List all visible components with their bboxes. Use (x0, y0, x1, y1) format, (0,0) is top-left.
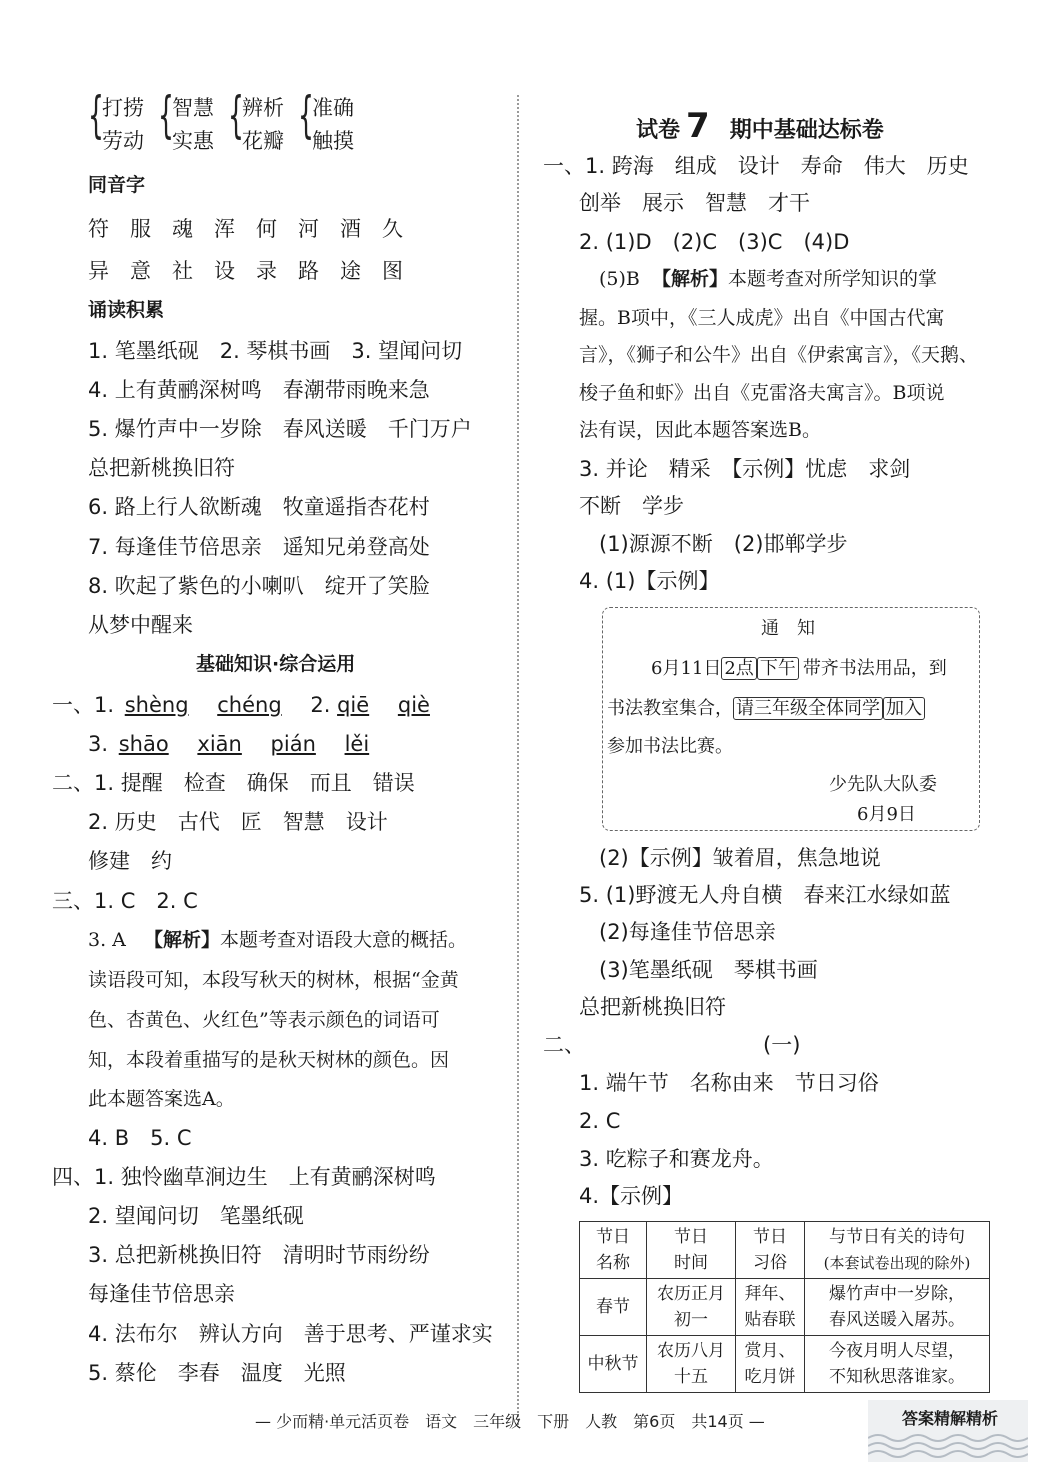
word-pair-2: { 智慧 实惠 (158, 92, 214, 158)
analysis-line: 读语段可知，本段写秋天的树林，根据“金黄 (88, 969, 459, 991)
s1-q5-line: (3)笔墨纸砚 琴棋书画 (599, 958, 818, 982)
table-row (580, 1336, 990, 1393)
item-number: 1. (94, 693, 115, 717)
answer-text: 1. 跨海 组成 设计 寿命 伟大 历史 (585, 154, 969, 178)
s2-line: 4.【示例】 (579, 1184, 684, 1208)
table-cell (736, 1336, 805, 1393)
table-cell: 中秋节 (580, 1336, 647, 1393)
answer-text: 1. 提醒 检查 确保 而且 错误 (94, 771, 415, 795)
answer-text: (5)B (599, 268, 640, 290)
notice-line-3: 参加书法比赛。 (607, 736, 733, 757)
cell-text: 吃月饼 (744, 1367, 796, 1387)
header-text: 习俗 (753, 1253, 787, 1273)
s1-q4-2: (2)【示例】皱着眉，焦急地说 (599, 846, 881, 870)
table-header (805, 1222, 990, 1279)
recite-line: 5. 爆竹声中一岁除 春风送暖 千门万户 (88, 417, 472, 441)
correction-mark: 加入 (883, 697, 925, 720)
word: 触摸 (312, 129, 354, 153)
q4-line: 4. 法布尔 辨认方向 善于思考、严谨求实 (88, 1322, 493, 1346)
s1-number: 一、 (543, 154, 585, 178)
header-text: 节日 (596, 1227, 630, 1247)
notice-signature: 少先队大队委 (829, 774, 937, 795)
recite-line: 从梦中醒来 (88, 613, 193, 637)
cell-text: 农历正月 (657, 1284, 725, 1304)
s1-q4: 4. (1)【示例】 (579, 569, 720, 593)
pinyin-answer: lěi (344, 732, 370, 756)
q3-number: 三、 (52, 889, 94, 913)
cell-text: 十五 (674, 1367, 708, 1387)
correction-mark: 下午 (757, 657, 799, 680)
notice-text: 6月11日 (651, 658, 722, 679)
q1-line-1 (52, 695, 430, 716)
header-text: 时间 (674, 1253, 708, 1273)
s1-q3: 3. 并论 精采 【示例】忧虑 求剑 (579, 457, 911, 481)
q4-line: 2. 望闻问切 笔墨纸砚 (88, 1204, 304, 1228)
cell-text: 不知秋思落谁家。 (829, 1367, 965, 1387)
q4-line: 5. 蔡伦 李春 温度 光照 (88, 1361, 346, 1385)
cell-text: 今夜月明人尽望， (829, 1341, 965, 1361)
homophone-row-2: 异 意 社 设 录 路 途 图 (88, 259, 403, 283)
paper-title (636, 106, 884, 146)
cell-text: 拜年、 (744, 1284, 796, 1304)
pinyin-answer: qiè (397, 693, 430, 717)
notice-text: 带齐书法用品，到 (802, 658, 947, 679)
s2-line: 2. C (579, 1109, 621, 1133)
q1-number: 一、 (52, 693, 94, 717)
answer-badge (868, 1400, 1028, 1462)
q3-line-last: 4. B 5. C (88, 1126, 192, 1150)
s1-line: 创举 展示 智慧 才干 (579, 191, 810, 215)
title-text: 期中基础达标卷 (729, 118, 884, 143)
word: 准确 (312, 96, 354, 120)
s1-line-1 (543, 156, 969, 177)
s1-q5-analysis (599, 270, 937, 289)
notice-title: 通 知 (761, 618, 815, 639)
analysis-line: 言》，《狮子和公牛》出自《伊索寓言》，《天鹅、 (579, 344, 979, 366)
table-header (580, 1222, 647, 1279)
table-row (580, 1279, 990, 1336)
header-text: 与节日有关的诗句 (829, 1227, 965, 1247)
cell-text: 赏月、 (744, 1341, 796, 1361)
wave-decoration-icon (868, 1430, 1028, 1460)
analysis-line: 色、杏黄色、火红色”等表示颜色的词语可 (88, 1009, 440, 1031)
table-cell (805, 1279, 990, 1336)
s2-number: 二、 (543, 1033, 585, 1057)
q3-line-1 (52, 891, 198, 912)
table-cell (736, 1279, 805, 1336)
analysis-text: 本题考查对所学知识的掌 (727, 268, 937, 290)
notice-text: 书法教室集合， (607, 698, 733, 719)
notice-box (602, 607, 980, 831)
table-header (647, 1222, 736, 1279)
q2-line-2: 2. 历史 古代 匠 智慧 设计 (88, 810, 388, 834)
analysis-text: 本题考查对语段大意的概括。 (219, 929, 467, 951)
item-number: 3. (88, 732, 109, 756)
table-header (736, 1222, 805, 1279)
q4-line: 每逢佳节倍思亲 (88, 1282, 235, 1306)
analysis-tag: 【解析】 (143, 929, 220, 951)
analysis-line: 法有误，因此本题答案选B。 (579, 419, 821, 441)
cell-text: 农历八月 (657, 1341, 725, 1361)
notice-date: 6月9日 (857, 804, 916, 825)
title-prefix: 试卷 (636, 118, 681, 143)
title-number: 7 (686, 106, 710, 146)
answer-text: 1. 独怜幽草涧边生 上有黄鹂深树鸣 (94, 1165, 436, 1189)
cell-text: 贴春联 (744, 1310, 796, 1330)
word-pair-4: { 准确 触摸 (298, 92, 354, 158)
correction-mark: 2点 (721, 657, 756, 680)
homophone-row-1: 符 服 魂 浑 何 河 酒 久 (88, 217, 403, 241)
s1-line: 2. (1)D (2)C (3)C (4)D (579, 230, 850, 254)
page-footer: — 少而精·单元活页卷 语文 三年级 下册 人教 第6页 共14页 — (255, 1412, 765, 1431)
q1-line-2 (88, 734, 369, 755)
s1-q3-sub: (1)源源不断 (2)邯郸学步 (599, 532, 848, 556)
pinyin-answer: shèng (124, 693, 189, 717)
answer-text: 3. A (88, 929, 126, 951)
analysis-line: 此本题答案选A。 (88, 1088, 235, 1110)
festival-table (579, 1221, 990, 1393)
homophone-title: 同音字 (88, 174, 146, 196)
header-text: 节日 (674, 1227, 708, 1247)
q4-line-1 (52, 1167, 436, 1188)
notice-line-1 (651, 660, 947, 678)
table-cell (647, 1336, 736, 1393)
recite-line: 6. 路上行人欲断魂 牧童遥指杏花村 (88, 495, 430, 519)
column-divider (517, 95, 519, 1425)
pinyin-answer: xiān (197, 732, 242, 756)
word: 劳动 (102, 129, 144, 153)
pinyin-answer: shāo (118, 732, 169, 756)
s1-q5-line: 5. (1)野渡无人舟自横 春来江水绿如蓝 (579, 883, 951, 907)
q2-number: 二、 (52, 771, 94, 795)
table-cell: 春节 (580, 1279, 647, 1336)
s1-q5-line: (2)每逢佳节倍思亲 (599, 920, 776, 944)
word: 实惠 (172, 129, 214, 153)
header-text: 名称 (596, 1253, 630, 1273)
word: 辨析 (242, 96, 284, 120)
word-pair-3: { 辨析 花瓣 (228, 92, 284, 158)
q2-line-3: 修建 约 (88, 849, 172, 873)
word-pair-1: { 打捞 劳动 (88, 92, 144, 158)
word: 智慧 (172, 96, 214, 120)
recite-line: 8. 吹起了紫色的小喇叭 绽开了笑脸 (88, 574, 430, 598)
analysis-line: 梭子鱼和虾》出自《克雷洛夫寓言》。B项说 (579, 382, 945, 404)
table-cell (805, 1336, 990, 1393)
analysis-tag: 【解析】 (651, 268, 728, 290)
word: 打捞 (102, 96, 144, 120)
q4-number: 四、 (52, 1165, 94, 1189)
recite-line: 7. 每逢佳节倍思亲 遥知兄弟登高处 (88, 535, 430, 559)
analysis-line: 握。B项中，《三人成虎》出自《中国古代寓 (579, 307, 945, 329)
analysis-line: 知，本段着重描写的是秋天树林的颜色。因 (88, 1049, 450, 1071)
basic-knowledge-title: 基础知识·综合运用 (196, 653, 356, 675)
cell-text: 初一 (674, 1310, 708, 1330)
header-text: 节日 (753, 1227, 787, 1247)
pinyin-answer: chéng (217, 693, 282, 717)
recite-title: 诵读积累 (88, 299, 165, 321)
s2-line: 1. 端午节 名称由来 节日习俗 (579, 1071, 879, 1095)
q2-line-1 (52, 773, 415, 794)
recite-line: 1. 笔墨纸砚 2. 琴棋书画 3. 望闻问切 (88, 339, 463, 363)
s2-line: 3. 吃粽子和赛龙舟。 (579, 1147, 774, 1171)
s2-subsection: (一) (763, 1033, 801, 1057)
pinyin-answer: pián (270, 732, 316, 756)
recite-line: 4. 上有黄鹂深树鸣 春潮带雨晚来急 (88, 378, 430, 402)
word: 花瓣 (242, 129, 284, 153)
q4-line: 3. 总把新桃换旧符 清明时节雨纷纷 (88, 1243, 430, 1267)
header-text: (本套试卷出现的除外) (823, 1254, 971, 1272)
s1-q5-line: 总把新桃换旧符 (579, 995, 726, 1019)
answer-text: 1. C 2. C (94, 889, 198, 913)
table-header-row (580, 1222, 990, 1279)
badge-label: 答案精解精析 (902, 1409, 999, 1428)
notice-line-2 (607, 700, 925, 718)
s1-q3-cont: 不断 学步 (579, 494, 684, 518)
correction-mark: 请三年级全体同学 (733, 697, 883, 720)
q3-analysis-line (88, 931, 467, 950)
cell-text: 爆竹声中一岁除， (829, 1284, 965, 1304)
table-cell (647, 1279, 736, 1336)
recite-line: 总把新桃换旧符 (88, 456, 235, 480)
cell-text: 春风送暖入屠苏。 (829, 1310, 965, 1330)
item-number: 2. (310, 693, 331, 717)
pinyin-answer: qiē (337, 693, 370, 717)
